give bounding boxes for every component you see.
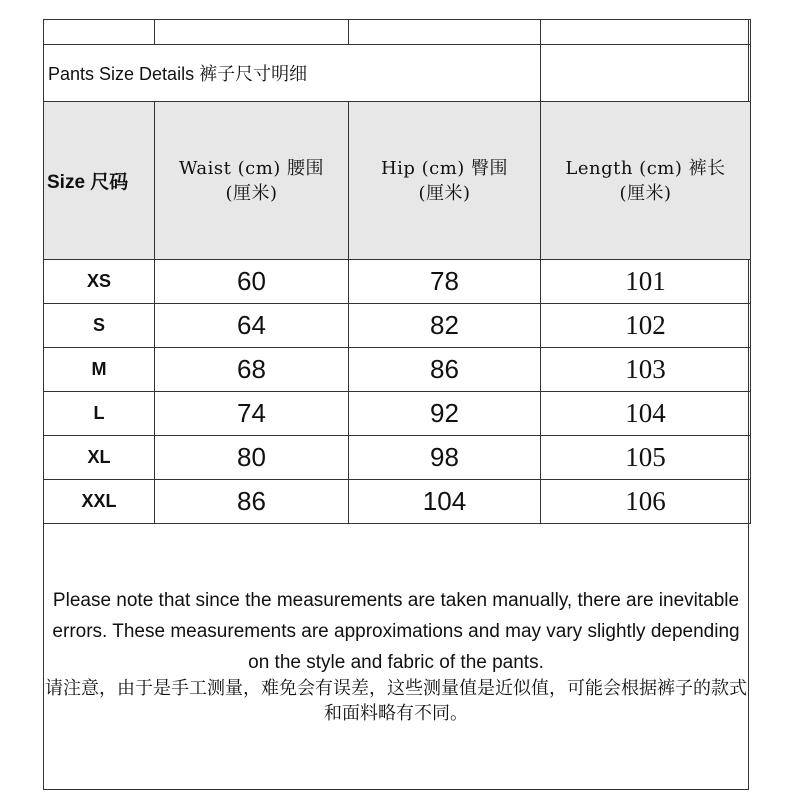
waist-cell: 68 [155, 348, 349, 392]
length-cell: 102 [541, 304, 751, 348]
length-header [541, 102, 751, 260]
spacer-row [44, 20, 751, 45]
empty-cell [349, 20, 541, 45]
size-cell: XS [44, 260, 155, 304]
size-cell: M [44, 348, 155, 392]
hip-header-line2: (厘米) [418, 182, 471, 204]
title-cell [44, 45, 541, 102]
length-cell: 104 [541, 392, 751, 436]
waist-cell: 86 [155, 480, 349, 524]
waist-header-line1: Waist (cm) 腰围 [178, 157, 325, 179]
table-row [44, 260, 751, 304]
hip-cell: 82 [349, 304, 541, 348]
table-row [44, 480, 751, 524]
size-cell: XL [44, 436, 155, 480]
measurement-note-chinese: 请注意，由于是手工测量，难免会有误差，这些测量值是近似值，可能会根据裤子的款式和面料略有不同。 [45, 678, 747, 724]
table-row [44, 392, 751, 436]
waist-cell: 64 [155, 304, 349, 348]
length-cell: 101 [541, 260, 751, 304]
waist-header [155, 102, 349, 260]
empty-cell [44, 20, 155, 45]
table-row [44, 436, 751, 480]
length-header-line2: (厘米) [619, 182, 672, 204]
length-cell: 105 [541, 436, 751, 480]
header-row [44, 102, 751, 260]
waist-cell: 80 [155, 436, 349, 480]
size-header [44, 102, 155, 260]
hip-header [349, 102, 541, 260]
hip-cell: 78 [349, 260, 541, 304]
measurement-note-english: Please note that since the measurements are taken manually, there are inevitable errors. These measurements are approximations and may vary slightly depending on the style and fabric of the pants. [52, 590, 740, 673]
size-cell: S [44, 304, 155, 348]
empty-cell [541, 45, 751, 102]
length-cell: 103 [541, 348, 751, 392]
hip-header-line1: Hip (cm) 臀围 [380, 157, 509, 179]
waist-cell: 60 [155, 260, 349, 304]
table-row [44, 304, 751, 348]
title-row [44, 45, 751, 102]
waist-cell: 74 [155, 392, 349, 436]
size-cell: XXL [44, 480, 155, 524]
table-title: Pants Size Details 裤子尺寸明细 [48, 64, 308, 84]
waist-header-line2: (厘米) [225, 182, 278, 204]
hip-cell: 86 [349, 348, 541, 392]
size-cell: L [44, 392, 155, 436]
empty-cell [155, 20, 349, 45]
hip-cell: 104 [349, 480, 541, 524]
size-header-label: Size 尺码 [47, 172, 129, 193]
hip-cell: 98 [349, 436, 541, 480]
hip-cell: 92 [349, 392, 541, 436]
empty-cell [541, 20, 751, 45]
length-header-line1: Length (cm) 裤长 [565, 157, 726, 179]
length-cell: 106 [541, 480, 751, 524]
size-table [43, 19, 751, 524]
table-row [44, 348, 751, 392]
